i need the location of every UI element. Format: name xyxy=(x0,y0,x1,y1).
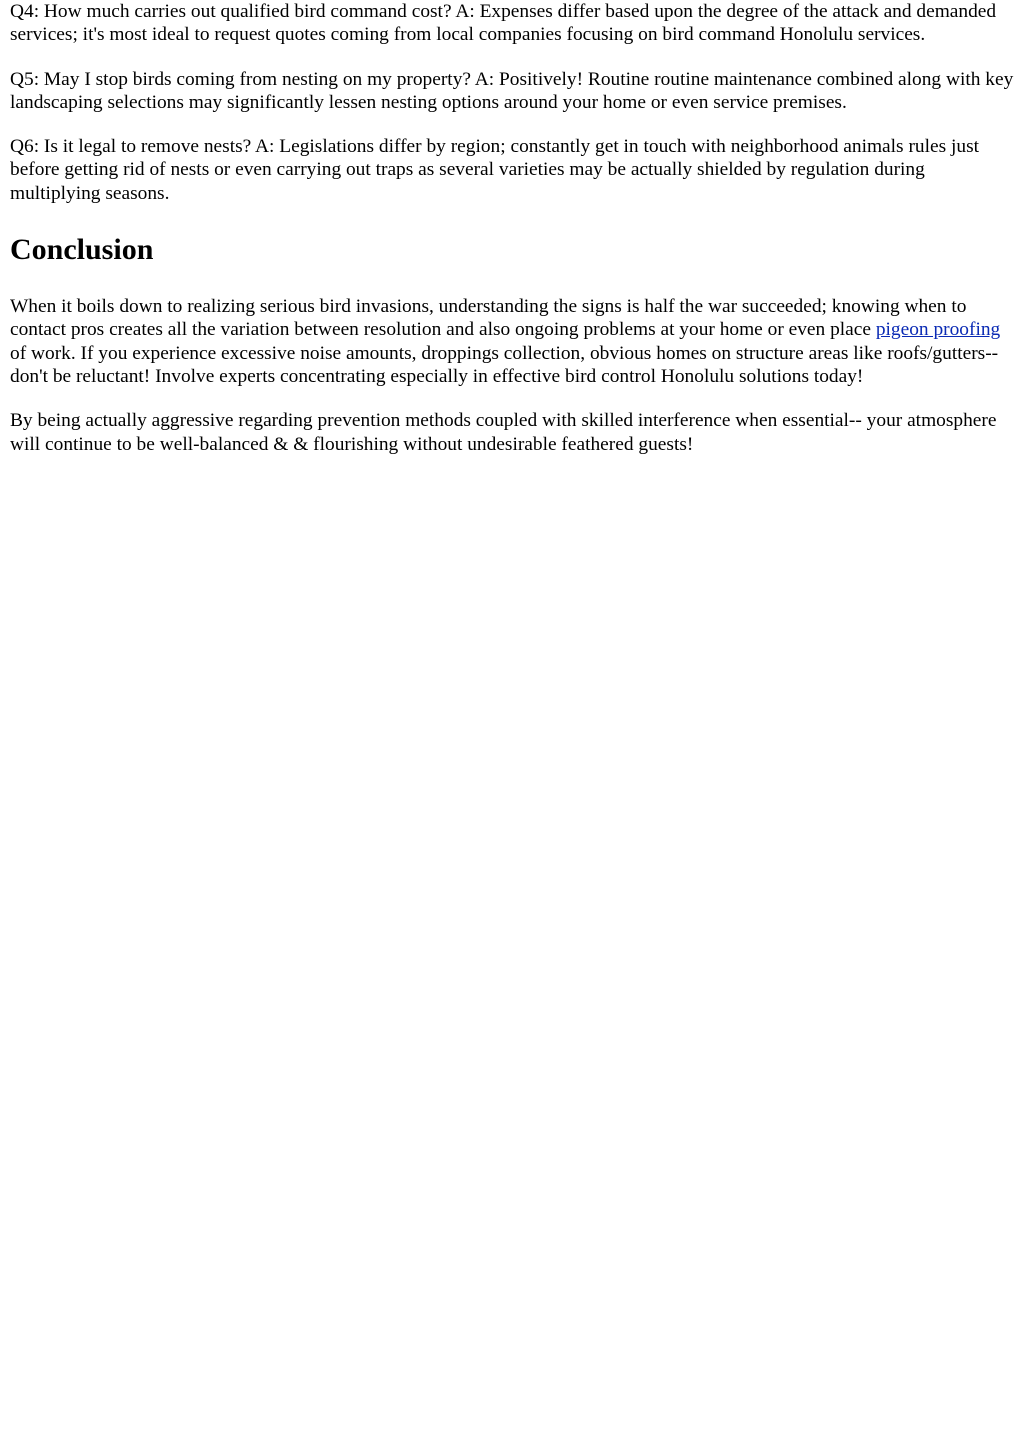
article-body xyxy=(0,0,1024,456)
faq-q4-paragraph: Q4: How much carries out qualified bird command cost? A: Expenses differ based upon the degree of the attack and demanded services; it's most ideal to request quotes coming from local companies focusing on bird command Honolulu services. xyxy=(10,1,997,46)
faq-q6-paragraph: Q6: Is it legal to remove nests? A: Legislations differ by region; constantly get in touch with neighborhood animals rules just before getting rid of nests or even carrying out traps as several varieties may be actually shielded by regulation during multiplying seasons. xyxy=(10,136,980,204)
conclusion-paragraph-1 xyxy=(10,295,1014,388)
conclusion-text-after-link: of work. If you experience excessive noise amounts, droppings collection, obvious homes on structure areas like roofs/gutters-- don't be reluctant! Involve experts concentrating especially in effective bird control Honolulu solutions today! xyxy=(10,342,999,387)
pigeon-proofing-link[interactable]: pigeon proofing xyxy=(875,319,1001,341)
conclusion-paragraph-2: By being actually aggressive regarding prevention methods coupled with skilled interference when essential-- your atmosphere will continue to be well-balanced & & flourishing without undesirable feathered guests! xyxy=(10,410,997,455)
faq-q5-paragraph: Q5: May I stop birds coming from nesting on my property? A: Positively! Routine routine maintenance combined along with key landscaping selections may significantly lessen nesting options around your home or even service premises. xyxy=(10,68,1014,113)
conclusion-heading: Conclusion xyxy=(10,233,154,267)
conclusion-text-before-link: When it boils down to realizing serious bird invasions, understanding the signs is half the war succeeded; knowing when to contact pros creates all the variation between resolution and also ongoing problems at your home or even place xyxy=(10,296,967,341)
